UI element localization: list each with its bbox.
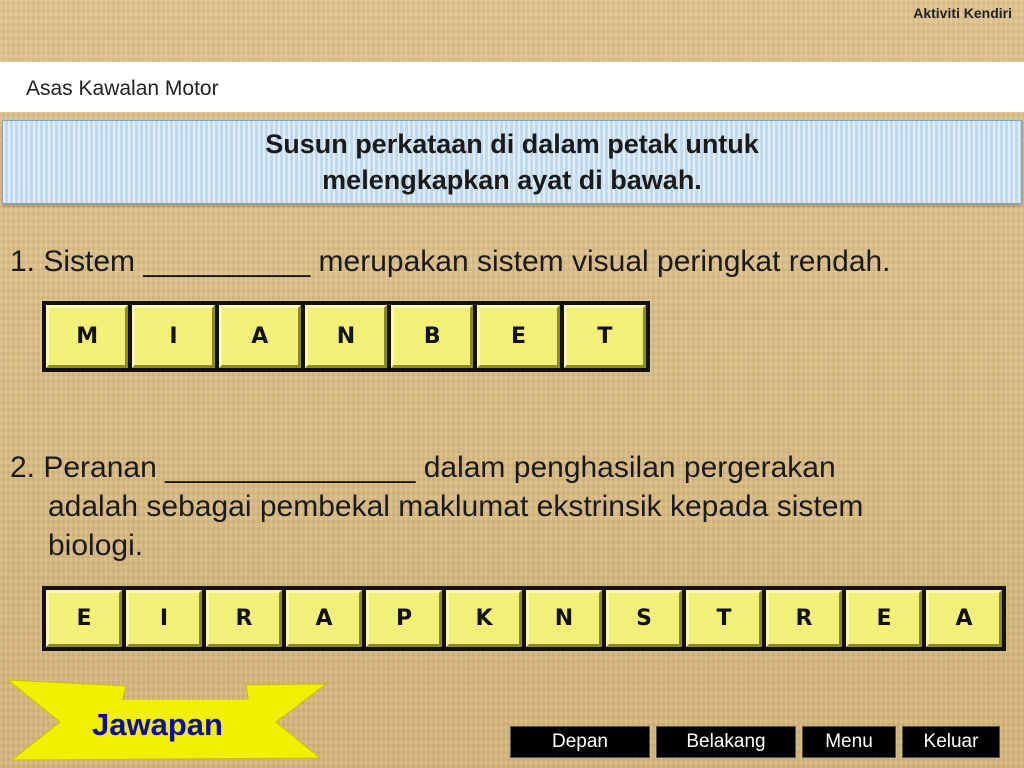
- letter-tile[interactable]: S: [606, 590, 682, 647]
- answer-button-label: Jawapan: [92, 707, 223, 742]
- topic-bar: [0, 62, 1024, 112]
- question-2-letter-tiles: [42, 586, 1006, 651]
- nav-depan-button[interactable]: Depan: [510, 726, 650, 758]
- letter-tile[interactable]: R: [766, 590, 842, 647]
- letter-tile[interactable]: I: [126, 590, 202, 647]
- letter-tile[interactable]: A: [926, 590, 1002, 647]
- letter-tile[interactable]: I: [132, 305, 214, 368]
- letter-tile[interactable]: K: [446, 590, 522, 647]
- question-2-line-1: 2. Peranan _______________ dalam penghasilan pergerakan: [10, 451, 836, 484]
- activity-label: Aktiviti Kendiri: [913, 5, 1012, 21]
- question-1-text: 1. Sistem __________ merupakan sistem visual peringkat rendah.: [10, 245, 891, 278]
- letter-tile[interactable]: A: [219, 305, 301, 368]
- letter-tile[interactable]: M: [46, 305, 128, 368]
- letter-tile[interactable]: N: [305, 305, 387, 368]
- instruction-box: [2, 120, 1022, 204]
- letter-tile[interactable]: E: [477, 305, 559, 368]
- letter-tile[interactable]: E: [46, 590, 122, 647]
- jawapan-answer-button[interactable]: [8, 680, 328, 764]
- question-2-line-2: adalah sebagai pembekal maklumat ekstrinsik kepada sistem: [48, 490, 864, 523]
- navigation-bar: [510, 726, 1000, 758]
- question-1-letter-tiles: [42, 301, 650, 372]
- letter-tile[interactable]: R: [206, 590, 282, 647]
- question-2-line-3: biologi.: [48, 529, 144, 562]
- topic-title: Asas Kawalan Motor: [26, 77, 219, 100]
- letter-tile[interactable]: A: [286, 590, 362, 647]
- letter-tile[interactable]: E: [846, 590, 922, 647]
- instruction-line-1: Susun perkataan di dalam petak untuk: [265, 129, 759, 159]
- letter-tile[interactable]: P: [366, 590, 442, 647]
- letter-tile[interactable]: B: [391, 305, 473, 368]
- letter-tile[interactable]: N: [526, 590, 602, 647]
- nav-belakang-button[interactable]: Belakang: [656, 726, 796, 758]
- letter-tile[interactable]: T: [686, 590, 762, 647]
- nav-keluar-button[interactable]: Keluar: [902, 726, 1000, 758]
- instruction-line-2: melengkapkan ayat di bawah.: [322, 165, 702, 195]
- letter-tile[interactable]: T: [564, 305, 646, 368]
- nav-menu-button[interactable]: Menu: [802, 726, 896, 758]
